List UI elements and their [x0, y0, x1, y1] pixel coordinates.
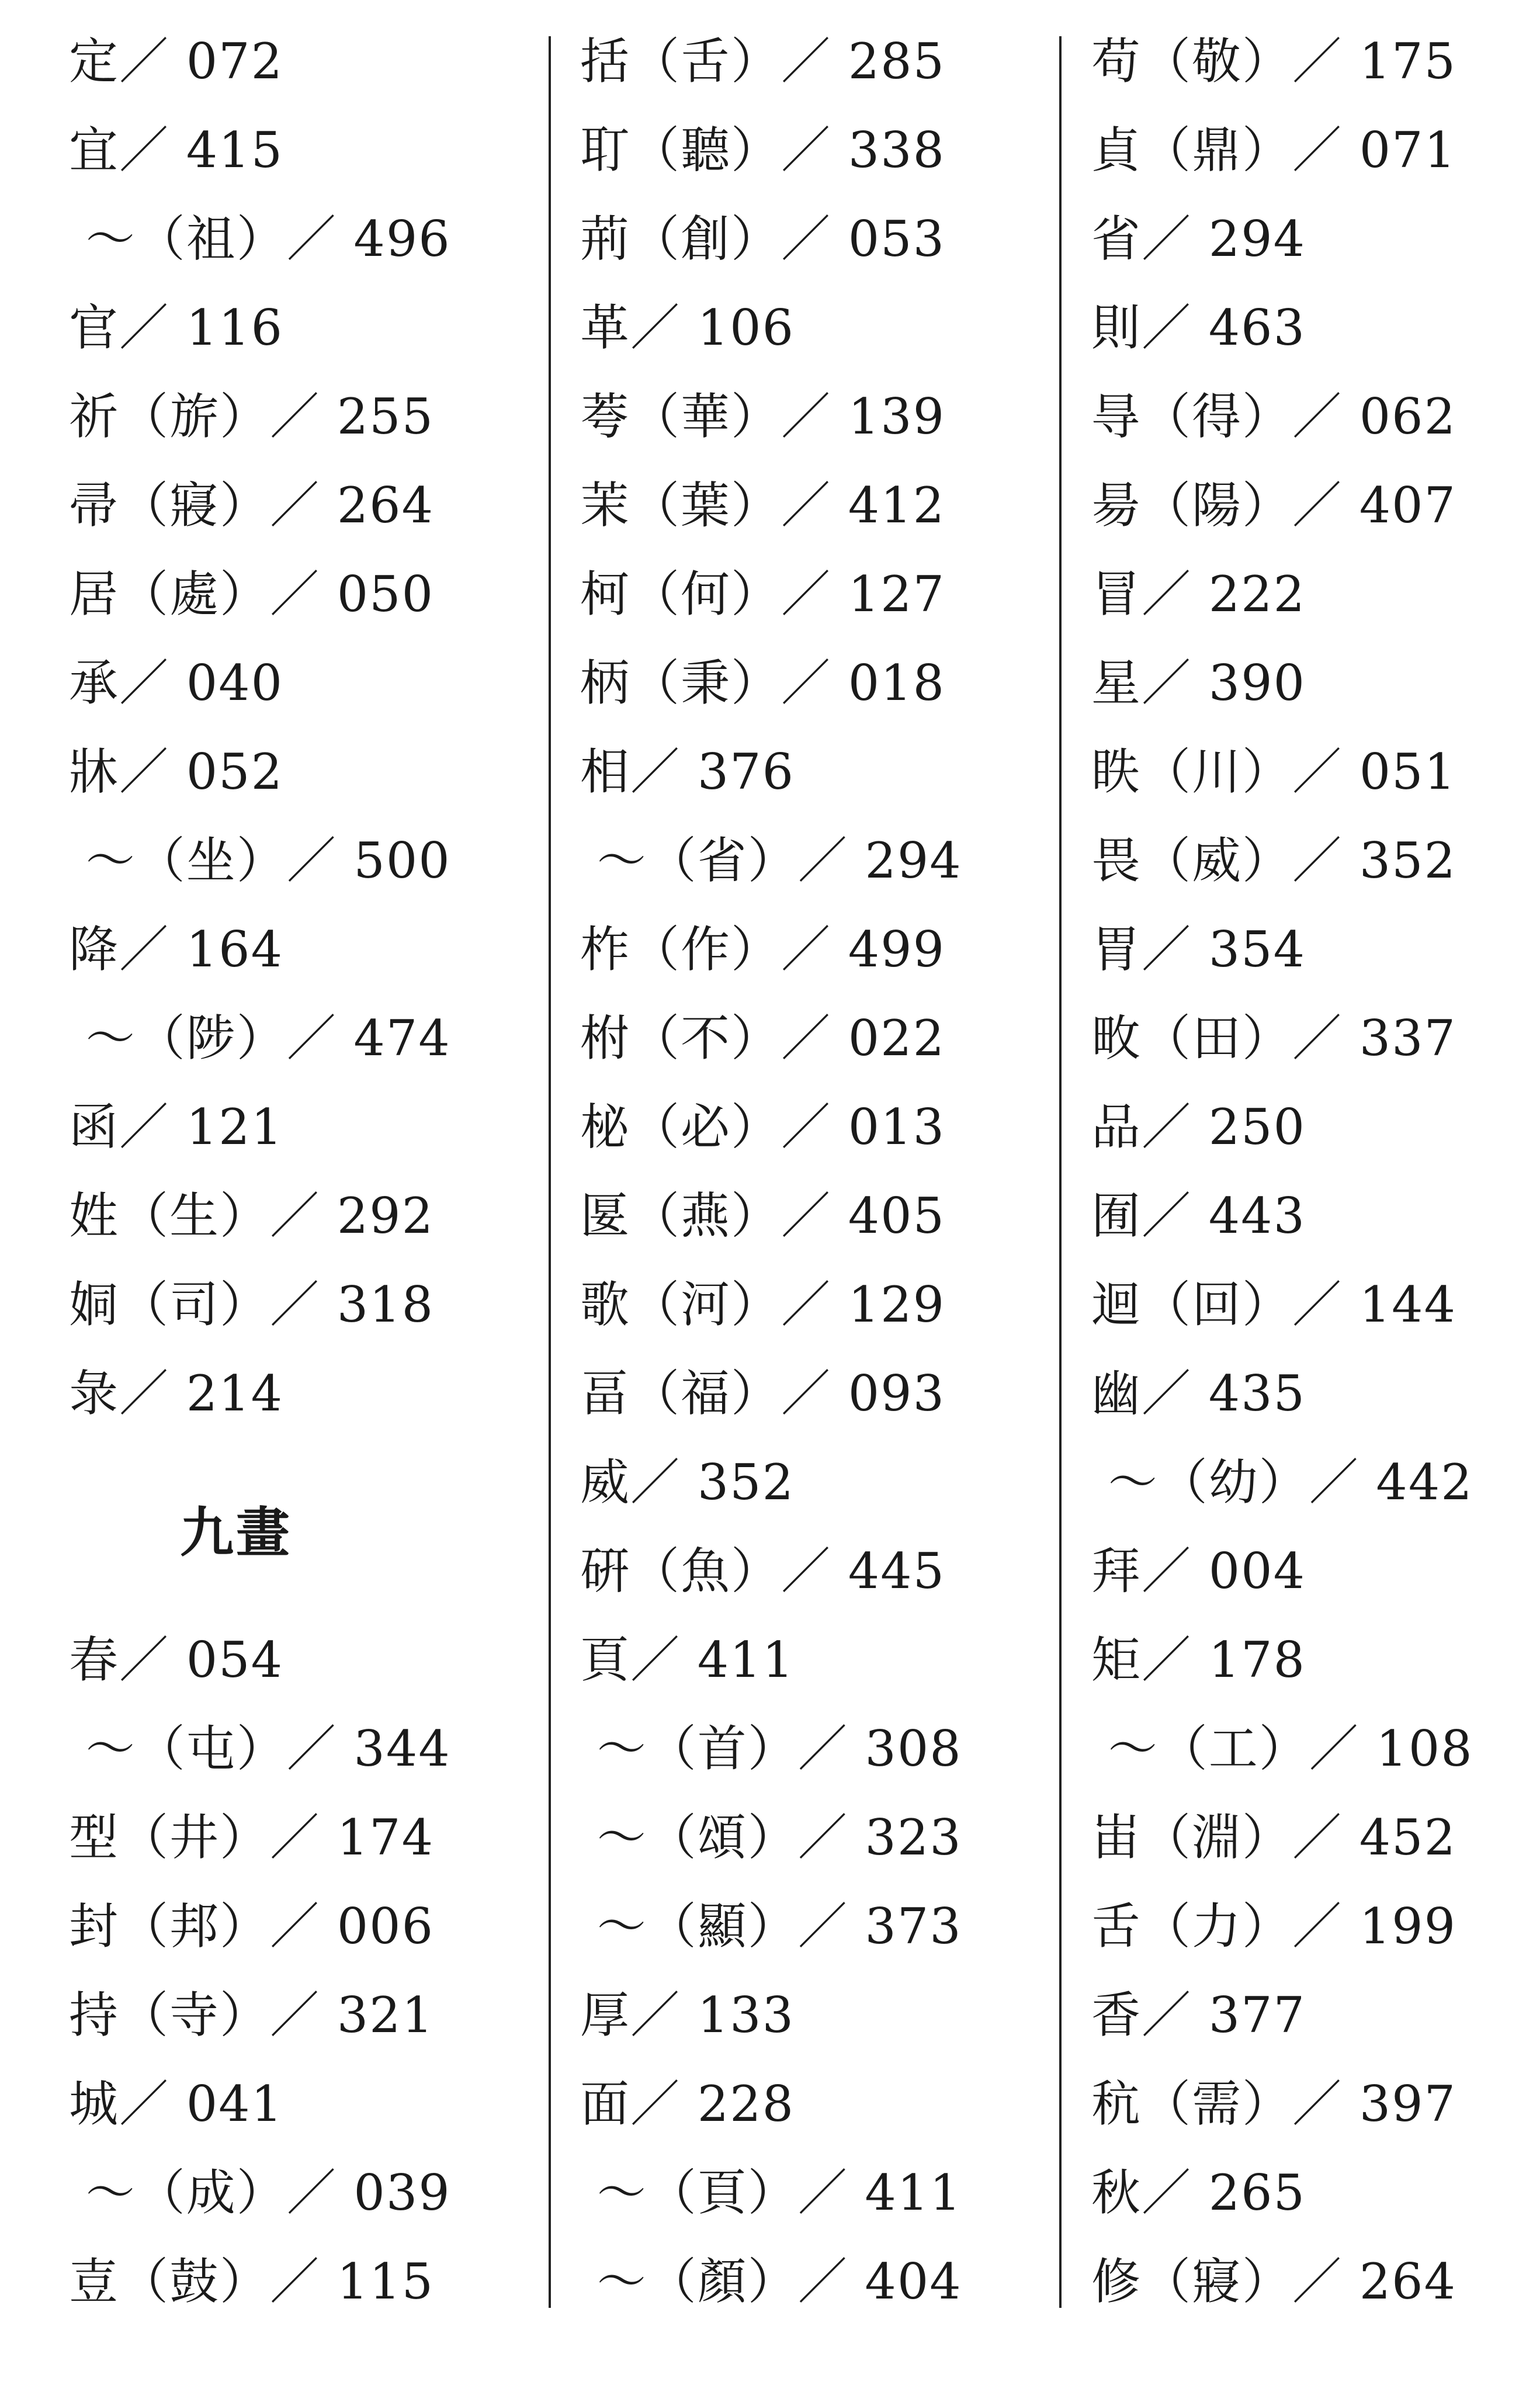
index-entry: 祈（旂）／ 255 — [69, 388, 435, 445]
index-entry: 畋（田）／ 337 — [1091, 1010, 1457, 1067]
index-entry: 茉（葉）／ 412 — [580, 477, 946, 534]
index-entry: 修（寢）／ 264 — [1091, 2253, 1457, 2310]
index-entry: 城／ 041 — [69, 2075, 284, 2133]
index-entry: 畏（威）／ 352 — [1091, 832, 1457, 889]
index-entry: 威／ 352 — [580, 1454, 795, 1511]
index-entry: 峀（淵）／ 452 — [1091, 1809, 1457, 1866]
index-entry: 貞（鼎）／ 071 — [1091, 122, 1457, 179]
index-entry: ～（屯）／ 344 — [69, 1720, 451, 1777]
index-entry: 持（寺）／ 321 — [69, 1987, 435, 2044]
index-entry: 官／ 116 — [69, 299, 284, 356]
column-divider — [549, 36, 551, 2308]
index-entry: 姛（司）／ 318 — [69, 1276, 435, 1333]
index-entry: 迴（回）／ 144 — [1091, 1276, 1457, 1333]
index-entry: 柯（何）／ 127 — [580, 566, 946, 623]
index-entry: 頁／ 411 — [580, 1631, 795, 1689]
index-entry: ～（頁）／ 411 — [580, 2164, 962, 2221]
index-entry: 㝵（得）／ 062 — [1091, 388, 1457, 445]
index-entry: ～（顯）／ 373 — [580, 1898, 962, 1955]
index-entry: 昜（陽）／ 407 — [1091, 477, 1457, 534]
index-entry: 革／ 106 — [580, 299, 795, 356]
index-entry: 胃／ 354 — [1091, 921, 1306, 978]
index-entry: 封（邦）／ 006 — [69, 1898, 435, 1955]
index-entry: 品／ 250 — [1091, 1098, 1306, 1156]
index-entry: ～（成）／ 039 — [69, 2164, 451, 2221]
index-entry: 宜／ 415 — [69, 122, 284, 179]
index-entry: 降／ 164 — [69, 921, 284, 978]
index-entry: 定／ 072 — [69, 33, 284, 90]
index-entry: 耵（聽）／ 338 — [580, 122, 946, 179]
index-entry: ～（工）／ 108 — [1091, 1720, 1473, 1777]
index-entry: 柲（必）／ 013 — [580, 1098, 946, 1156]
index-entry: 則／ 463 — [1091, 299, 1306, 356]
index-entry: 省／ 294 — [1091, 210, 1306, 268]
index-entry: 囿／ 443 — [1091, 1187, 1306, 1244]
index-entry: ～（幼）／ 442 — [1091, 1454, 1473, 1511]
index-entry: ～（顏）／ 404 — [580, 2253, 962, 2310]
index-entry: 厚／ 133 — [580, 1987, 795, 2044]
index-entry: 歌（河）／ 129 — [580, 1276, 946, 1333]
index-entry: 幽／ 435 — [1091, 1365, 1306, 1422]
index-entry: 柄（秉）／ 018 — [580, 654, 946, 712]
column-divider — [1059, 36, 1062, 2308]
index-entry: 面／ 228 — [580, 2075, 795, 2133]
index-entry: 壴（鼓）／ 115 — [69, 2253, 435, 2310]
index-entry: 帚（寢）／ 264 — [69, 477, 435, 534]
index-entry: 眣（川）／ 051 — [1091, 743, 1457, 800]
index-entry: 匽（燕）／ 405 — [580, 1187, 946, 1244]
index-entry: 香／ 377 — [1091, 1987, 1306, 2044]
index-entry: ～（坐）／ 500 — [69, 832, 451, 889]
index-entry: 柞（作）／ 499 — [580, 921, 946, 978]
index-entry: 硏（魚）／ 445 — [580, 1542, 946, 1600]
index-entry: ～（省）／ 294 — [580, 832, 962, 889]
index-column-3 — [1091, 23, 1473, 2332]
index-entry: 居（處）／ 050 — [69, 566, 435, 623]
index-entry: 函／ 121 — [69, 1098, 284, 1156]
index-entry: 姓（生）／ 292 — [69, 1187, 435, 1244]
index-entry: 牀／ 052 — [69, 743, 284, 800]
index-entry: 彔／ 214 — [69, 1365, 284, 1422]
index-entry: 苟（敬）／ 175 — [1091, 33, 1457, 90]
index-entry: 荂（華）／ 139 — [580, 388, 946, 445]
index-entry: ～（祖）／ 496 — [69, 210, 451, 268]
index-entry: 相／ 376 — [580, 743, 795, 800]
index-entry: 冒／ 222 — [1091, 566, 1306, 623]
index-entry: 承／ 040 — [69, 654, 284, 712]
index-entry: 秋／ 265 — [1091, 2164, 1306, 2221]
index-entry: 型（井）／ 174 — [69, 1809, 435, 1866]
index-entry: 舌（力）／ 199 — [1091, 1898, 1457, 1955]
index-entry: 柎（不）／ 022 — [580, 1010, 946, 1067]
index-entry: 秔（需）／ 397 — [1091, 2075, 1457, 2133]
index-entry: ～（陟）／ 474 — [69, 1010, 451, 1067]
index-entry: 畐（福）／ 093 — [580, 1365, 946, 1422]
index-column-1 — [69, 23, 451, 2332]
index-entry: 括（舌）／ 285 — [580, 33, 946, 90]
index-entry: ～（頌）／ 323 — [580, 1809, 962, 1866]
index-entry: 星／ 390 — [1091, 654, 1306, 712]
index-entry: 春／ 054 — [69, 1631, 284, 1689]
index-entry: ～（首）／ 308 — [580, 1720, 962, 1777]
section-heading: 九畫 — [180, 1502, 293, 1564]
index-entry: 拜／ 004 — [1091, 1542, 1306, 1600]
index-entry: 矩／ 178 — [1091, 1631, 1306, 1689]
index-column-2 — [580, 23, 962, 2332]
index-entry: 荊（創）／ 053 — [580, 210, 946, 268]
